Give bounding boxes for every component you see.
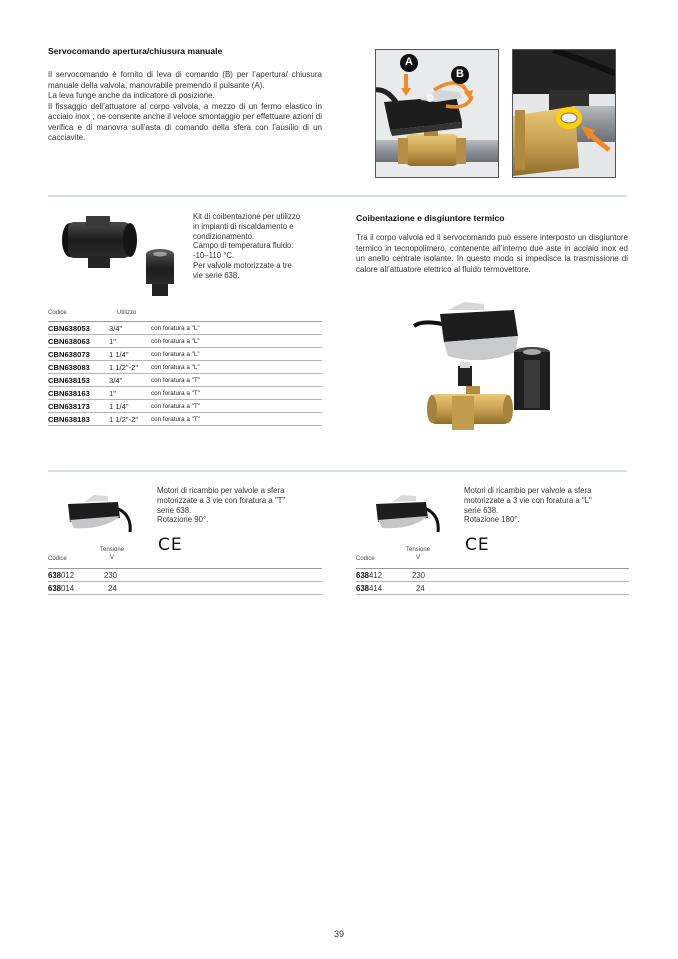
table-row: 638014 24 [48,582,322,595]
table-row: CBN638083 1 1/2"-2" con foratura a "L" [48,361,322,374]
table-row: CBN638153 3/4" con foratura a "T" [48,374,322,387]
insulation-kit-description: Kit di coibentazione per utilizzo in impianti di riscaldamento e condizionamento. Campo di temperatura fluido: -10–110 °C. Per valvole motorizzate a tre vie serie 638. [193,212,301,280]
table-row: CBN638163 1" con foratura a "T" [48,387,322,400]
callout-b-label: B [456,68,464,80]
replacement-motor-photo [64,492,136,534]
ce-mark-icon: CE [158,535,183,555]
callout-a-label: A [405,56,413,68]
actuator-clip-detail-photo [512,49,616,178]
kit-table-header-code: Codice [48,310,67,316]
table-row: CBN638053 3/4" con foratura a "L" [48,322,322,335]
motor-t-description: Motori di ricambio per valvole a sfera motorizzate a 3 vie con foratura a "T" serie 638. Rotazione 90°. [157,486,286,525]
motor-t-header-code: Codice [48,556,67,562]
servocomando-paragraph-b: La leva funge anche da indicatore di posizione. [48,91,215,100]
motor-t-header-voltage: Tensione V [99,547,125,561]
section-divider [48,470,627,472]
ce-mark-icon: CE [465,535,490,555]
motor-l-header-voltage: Tensione V [405,547,431,561]
page-number: 39 [333,929,344,939]
table-row: 638012 230 [48,569,322,582]
replacement-motor-photo [372,492,444,534]
table-row: CBN638063 1" con foratura a "L" [48,335,322,348]
coibentazione-paragraph: Tra il corpo valvola ed il servocomando può essere interposto un disgiuntore termico in tecnopolimero, contenente all’interno due aste in acciaio inox ed un anello centrale isolante. In questo modo si impedisce la trasmissione di calore all’attuatore elettrico al fluido termovettore. [356,233,628,274]
thermal-disconnector-exploded-photo [412,300,584,446]
actuator-manual-lever-photo [375,49,499,178]
table-row: CBN638073 1 1/4" con foratura a "L" [48,348,322,361]
table-row: CBN638173 1 1/4" con foratura a "T" [48,400,322,413]
section-title-coibentazione: Coibentazione e disgiuntore termico [356,213,505,223]
table-row: 638412 230 [356,569,629,582]
motor-l-description: Motori di ricambio per valvole a sfera motorizzate a 3 vie con foratura a "L" serie 638. Rotazione 180°. [464,486,592,525]
table-row: 638414 24 [356,582,629,595]
kit-table-header-use: Utilizzo [117,310,137,316]
table-row: CBN638183 1 1/2"-2" con foratura a "T" [48,413,322,426]
insulation-kit-photo [60,210,188,298]
servocomando-paragraph-c: Il fissaggio dell’attuatore al corpo valvola, a mezzo di un fermo elastico in acciaio inox , ne consente anche il veloce smontaggio per effettuare azioni di verifica e di manovra sull’asta di comando della sfera con l’ausilio di un cacciavite. [48,101,322,142]
servocomando-paragraph-a: Il servocomando è fornito di leva di comando (B) per l’apertura/ chiusura manuale della valvola, manovrabile premendo il pulsante (A). [48,70,322,90]
motor-l-header-code: Codice [356,556,375,562]
section-title-servocomando: Servocomando apertura/chiusura manuale [48,46,223,56]
section-divider [48,195,627,197]
